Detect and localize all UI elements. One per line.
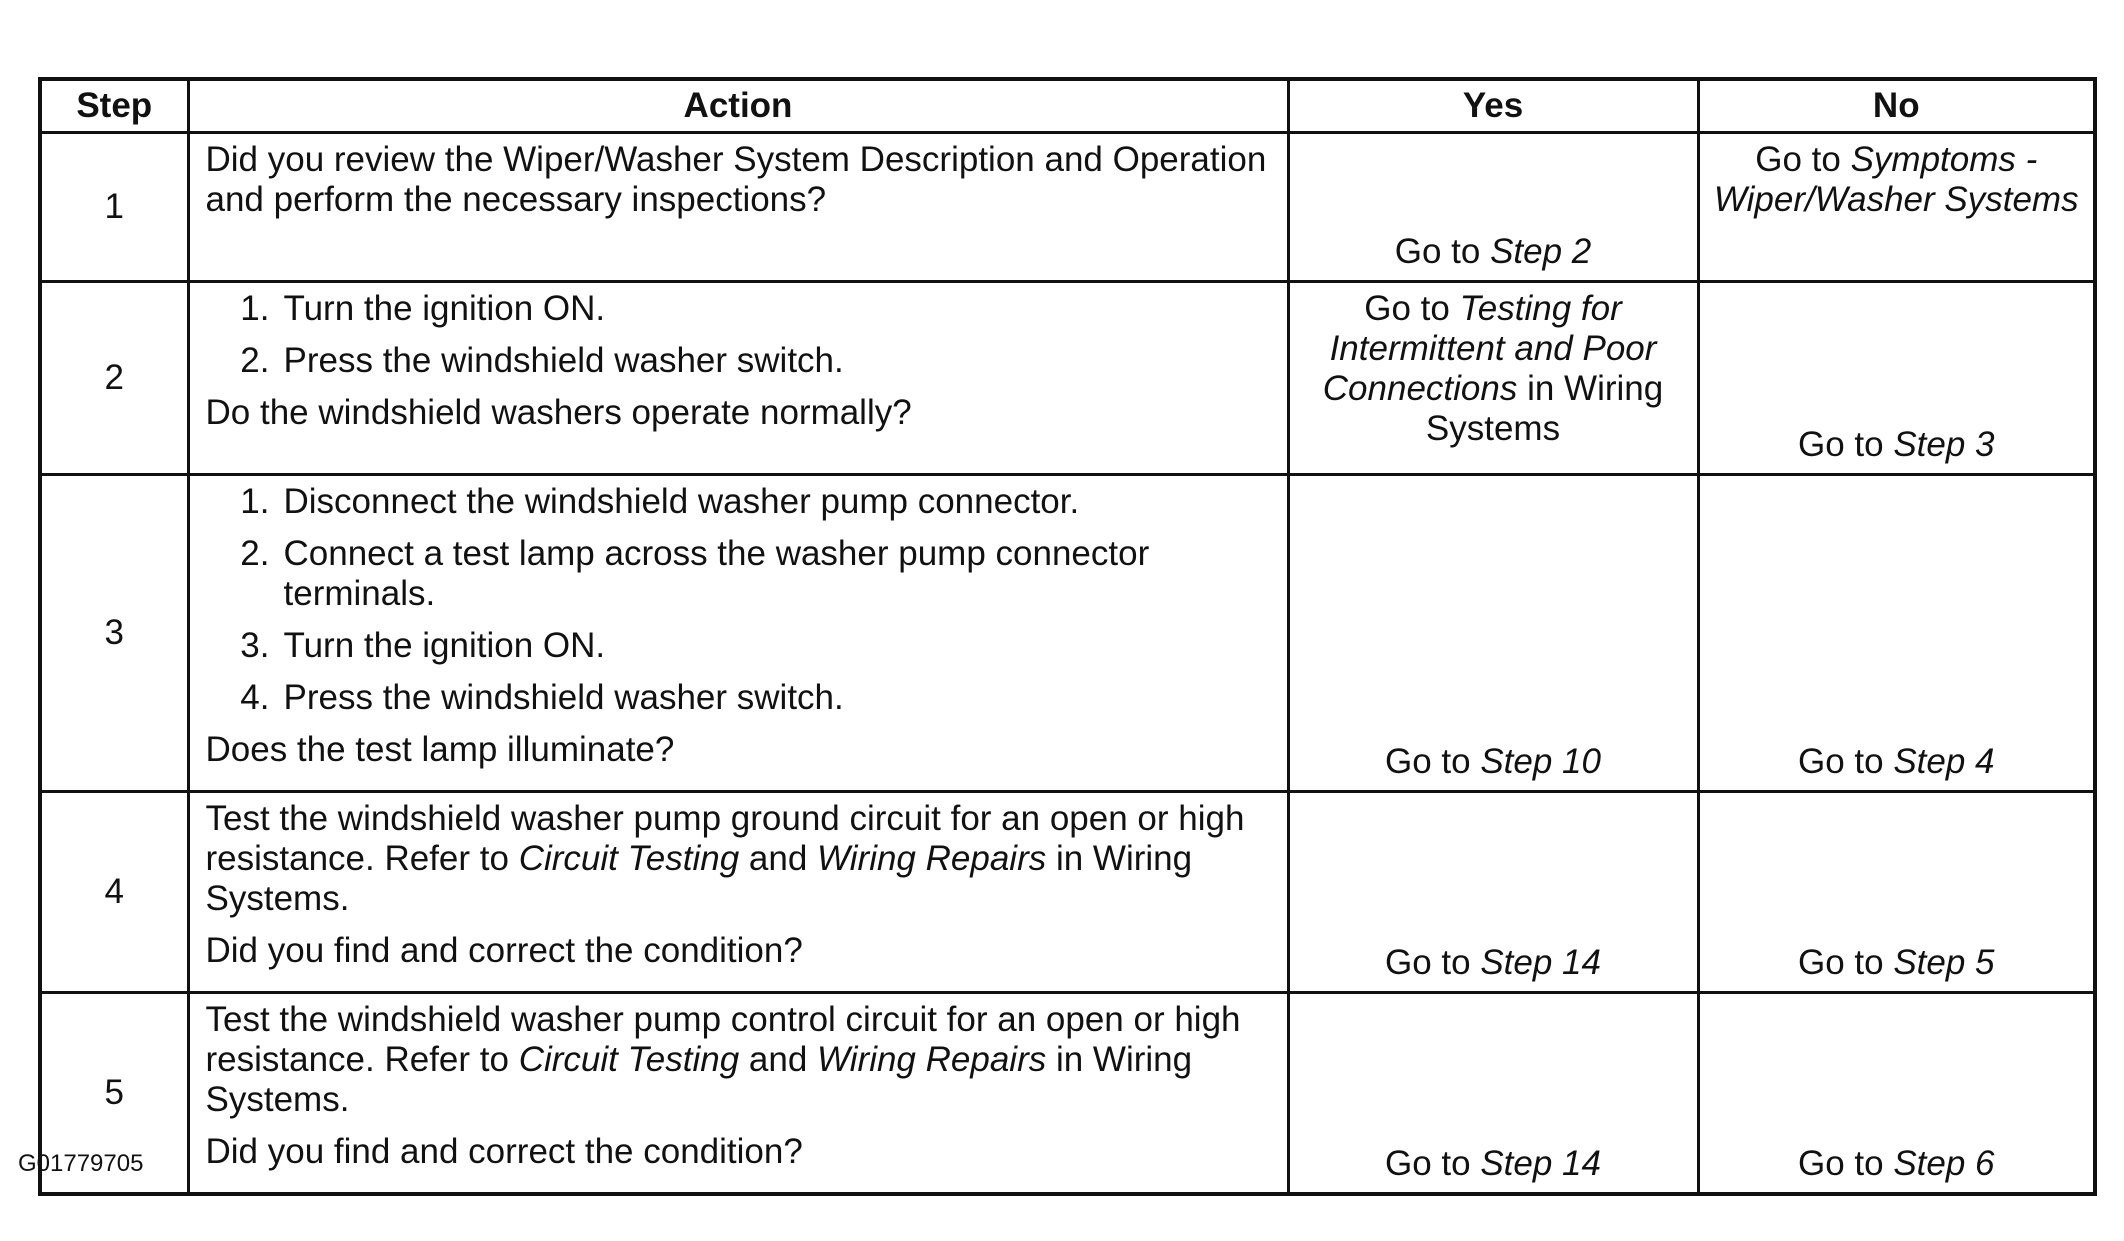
figure-id: G01779705: [18, 1150, 144, 1177]
list-item-number: 2.: [240, 341, 270, 380]
list-item: [206, 678, 1271, 718]
action-text-mid: and: [739, 1040, 818, 1079]
step-number: 4: [40, 792, 188, 993]
header-no: No: [1698, 79, 2095, 133]
list-item-number: 2.: [240, 534, 270, 573]
action-question: Did you find and correct the condition?: [205, 1132, 803, 1171]
list-item-number: 1.: [240, 482, 270, 521]
list-item-text: Press the windshield washer switch.: [283, 341, 844, 380]
action-cell: [188, 475, 1288, 792]
wiring-repairs-link[interactable]: Wiring Repairs: [817, 839, 1047, 878]
list-item-text: Turn the ignition ON.: [283, 289, 606, 328]
no-link[interactable]: Step 5: [1893, 943, 1995, 982]
action-cell: [188, 133, 1288, 282]
yes-cell: [1288, 475, 1698, 792]
circuit-testing-link[interactable]: Circuit Testing: [518, 839, 740, 878]
no-prefix: Go to: [1797, 1144, 1894, 1183]
yes-link[interactable]: Step 14: [1480, 943, 1601, 982]
no-link[interactable]: Step 3: [1893, 425, 1995, 464]
yes-cell: [1288, 993, 1698, 1195]
list-item: [206, 289, 1271, 329]
no-cell: [1698, 792, 2095, 993]
list-item: [206, 534, 1271, 614]
list-item-number: 4.: [240, 678, 270, 717]
no-prefix: Go to: [1797, 742, 1894, 781]
yes-cell: [1288, 792, 1698, 993]
table-row: [40, 133, 2095, 282]
table-row: [40, 993, 2095, 1195]
table-header-row: [40, 79, 2095, 133]
wiring-repairs-link[interactable]: Wiring Repairs: [817, 1040, 1047, 1079]
step-number: 5: [40, 993, 188, 1195]
list-item: [206, 341, 1271, 381]
yes-link[interactable]: Step 10: [1480, 742, 1601, 781]
no-cell: [1698, 993, 2095, 1195]
yes-prefix: Go to: [1385, 742, 1481, 781]
list-item: [206, 482, 1271, 522]
circuit-testing-link[interactable]: Circuit Testing: [518, 1040, 740, 1079]
yes-cell: [1288, 133, 1698, 282]
header-action: Action: [188, 79, 1288, 133]
step-number: 2: [40, 282, 188, 475]
list-item: [206, 626, 1271, 666]
yes-link[interactable]: Step 14: [1480, 1144, 1601, 1183]
action-text-pre: Test the windshield washer pump control circuit for an open or high resistance. Refer to: [205, 1000, 1241, 1079]
action-cell: [188, 792, 1288, 993]
no-link[interactable]: Step 6: [1893, 1144, 1995, 1183]
yes-link[interactable]: Testing for Intermittent and Poor Connections: [1322, 289, 1657, 408]
table-row: [40, 475, 2095, 792]
list-item-number: 3.: [240, 626, 270, 665]
list-item-number: 1.: [240, 289, 270, 328]
no-link[interactable]: Symptoms - Wiper/Washer Systems: [1713, 140, 2079, 219]
no-cell: [1698, 475, 2095, 792]
action-list: [206, 289, 1271, 381]
action-cell: [188, 993, 1288, 1195]
action-text-post: in Wiring Systems.: [205, 1040, 1193, 1119]
yes-prefix: Go to: [1385, 943, 1481, 982]
no-prefix: Go to: [1755, 140, 1851, 179]
action-text-mid: and: [739, 839, 818, 878]
header-yes: Yes: [1288, 79, 1698, 133]
no-cell: [1698, 133, 2095, 282]
diagnostic-table: [38, 77, 2097, 1196]
action-question: Does the test lamp illuminate?: [205, 730, 675, 769]
no-prefix: Go to: [1797, 425, 1894, 464]
action-text: [206, 799, 1271, 919]
table-row: [40, 282, 2095, 475]
no-cell: [1698, 282, 2095, 475]
step-number: 1: [40, 133, 188, 282]
action-text: Did you review the Wiper/Washer System Description and Operation and perform the necessary inspections?: [205, 140, 1267, 219]
step-number: 3: [40, 475, 188, 792]
list-item-text: Disconnect the windshield washer pump connector.: [283, 482, 1080, 521]
yes-suffix: in Wiring Systems: [1425, 369, 1664, 448]
action-question: Did you find and correct the condition?: [205, 931, 803, 970]
list-item-text: Turn the ignition ON.: [283, 626, 606, 665]
action-cell: [188, 282, 1288, 475]
yes-prefix: Go to: [1364, 289, 1460, 328]
action-text: [206, 1000, 1271, 1120]
list-item-text: Press the windshield washer switch.: [283, 678, 844, 717]
header-step: Step: [40, 79, 188, 133]
yes-cell: [1288, 282, 1698, 475]
list-item-text: Connect a test lamp across the washer pump connector terminals.: [283, 534, 1150, 613]
yes-link[interactable]: Step 2: [1490, 232, 1592, 271]
no-link[interactable]: Step 4: [1893, 742, 1995, 781]
table-row: [40, 792, 2095, 993]
yes-prefix: Go to: [1394, 232, 1491, 271]
yes-prefix: Go to: [1385, 1144, 1481, 1183]
action-question: Do the windshield washers operate normally?: [205, 393, 912, 432]
action-list: [206, 482, 1271, 718]
action-text-pre: Test the windshield washer pump ground circuit for an open or high resistance. Refer to: [205, 799, 1245, 878]
no-prefix: Go to: [1797, 943, 1894, 982]
action-text-post: in Wiring Systems.: [205, 839, 1193, 918]
